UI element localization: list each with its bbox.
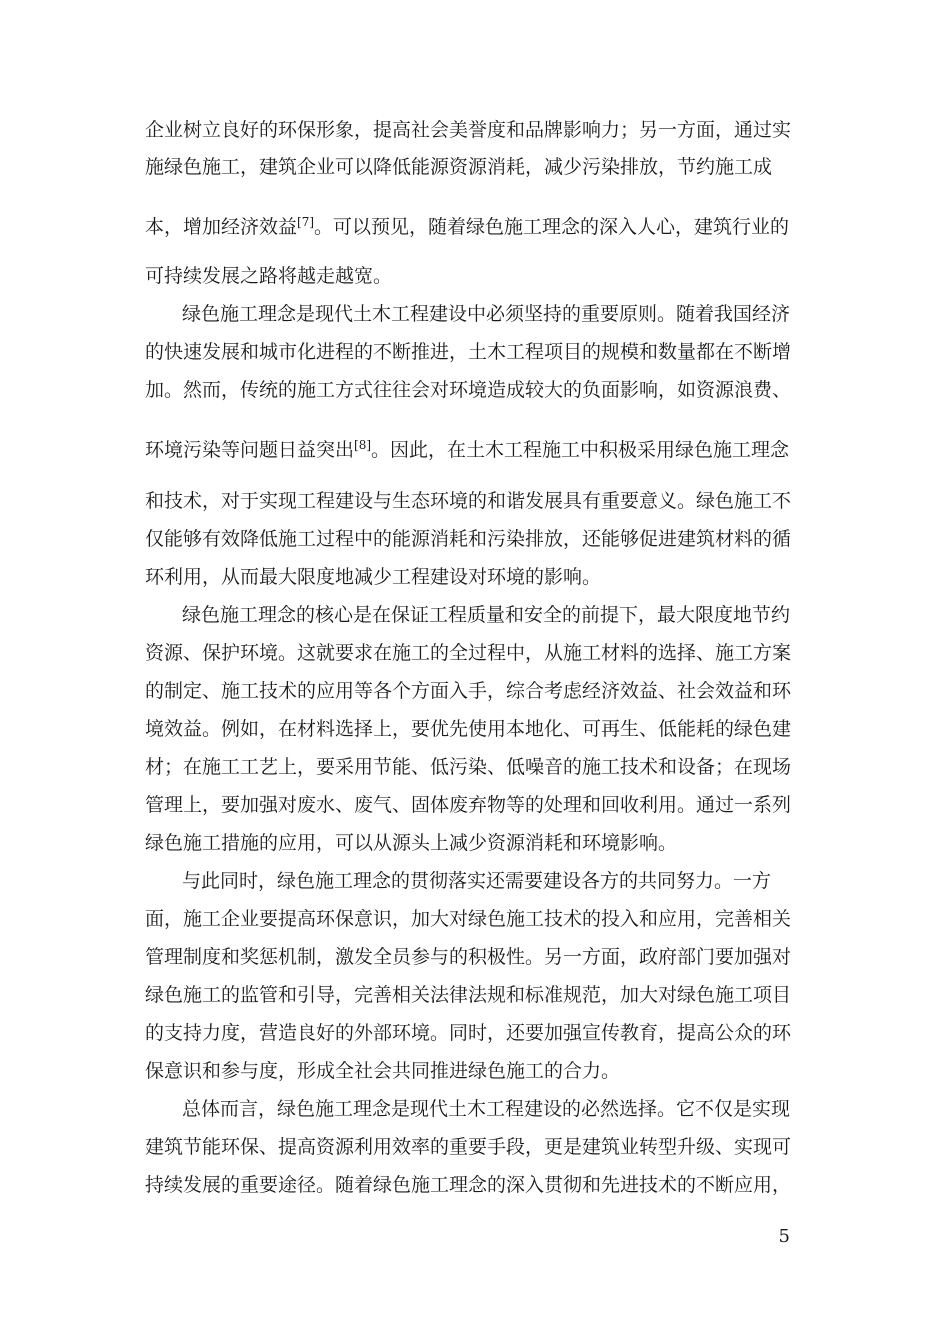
text-line: 资源、保护环境。这就要求在施工的全过程中，从施工材料的选择、施工方案: [145, 642, 792, 664]
text-line: 环利用，从而最大限度地减少工程建设对环境的影响。: [145, 566, 602, 588]
page-number: 5: [778, 1226, 790, 1247]
text-line: 保意识和参与度，形成全社会共同推进绿色施工的合力。: [145, 1060, 621, 1082]
text-line: 和技术，对于实现工程建设与生态环境的和谐发展具有重要意义。绿色施工不: [145, 490, 792, 512]
text-line-with-citation: [145, 436, 805, 464]
text-segment: 本，增加经济效益: [145, 216, 298, 238]
text-line: 建筑节能环保、提高资源利用效率的重要手段，更是建筑业转型升级、实现可: [145, 1136, 792, 1158]
text-segment: 。可以预见，随着绿色施工理念的深入人心，建筑行业的: [314, 216, 790, 238]
text-line: 面，施工企业要提高环保意识，加大对绿色施工技术的投入和应用，完善相关: [145, 908, 792, 930]
paragraph-first-line: 绿色施工理念的核心是在保证工程质量和安全的前提下，最大限度地节约: [182, 604, 791, 626]
citation-ref: [8]: [354, 438, 372, 452]
text-line-with-citation: [145, 213, 805, 241]
text-line: 施绿色施工，建筑企业可以降低能源资源消耗，减少污染排放，节约施工成: [145, 156, 773, 178]
text-line: 加。然而，传统的施工方式往往会对环境造成较大的负面影响，如资源浪费、: [145, 379, 792, 401]
text-segment: 。因此，在土木工程施工中积极采用绿色施工理念: [371, 439, 790, 461]
text-line: 境效益。例如，在材料选择上，要优先使用本地化、可再生、低能耗的绿色建: [145, 718, 792, 740]
citation-ref: [7]: [297, 215, 315, 229]
paragraph-first-line: 总体而言，绿色施工理念是现代土木工程建设的必然选择。它不仅是实现: [182, 1098, 791, 1120]
text-segment: 环境污染等问题日益突出: [145, 439, 355, 461]
text-line: 材；在施工工艺上，要采用节能、低污染、低噪音的施工技术和设备；在现场: [145, 756, 792, 778]
text-line: 可持续发展之路将越走越宽。: [145, 265, 393, 287]
text-line: 绿色施工的监管和引导，完善相关法律法规和标准规范，加大对绿色施工项目: [145, 984, 792, 1006]
text-line: 企业树立良好的环保形象，提高社会美誉度和品牌影响力；另一方面，通过实: [145, 119, 792, 141]
paragraph-first-line: 绿色施工理念是现代土木工程建设中必须坚持的重要原则。随着我国经济: [182, 303, 791, 325]
text-line: 管理上，要加强对废水、废气、固体废弃物等的处理和回收利用。通过一系列: [145, 794, 792, 816]
text-line: 持续发展的重要途径。随着绿色施工理念的深入贯彻和先进技术的不断应用，: [145, 1174, 792, 1196]
text-line: 的制定、施工技术的应用等各个方面入手，综合考虑经济效益、社会效益和环: [145, 680, 792, 702]
text-line: 仅能够有效降低施工过程中的能源消耗和污染排放，还能够促进建筑材料的循: [145, 528, 792, 550]
paragraph-first-line: 与此同时，绿色施工理念的贯彻落实还需要建设各方的共同努力。一方: [182, 870, 772, 892]
text-line: 绿色施工措施的应用，可以从源头上减少资源消耗和环境影响。: [145, 832, 678, 854]
text-line: 的支持力度，营造良好的外部环境。同时，还要加强宣传教育，提高公众的环: [145, 1022, 792, 1044]
text-line: 管理制度和奖惩机制，激发全员参与的积极性。另一方面，政府部门要加强对: [145, 946, 792, 968]
text-line: 的快速发展和城市化进程的不断推进，土木工程项目的规模和数量都在不断增: [145, 341, 792, 363]
